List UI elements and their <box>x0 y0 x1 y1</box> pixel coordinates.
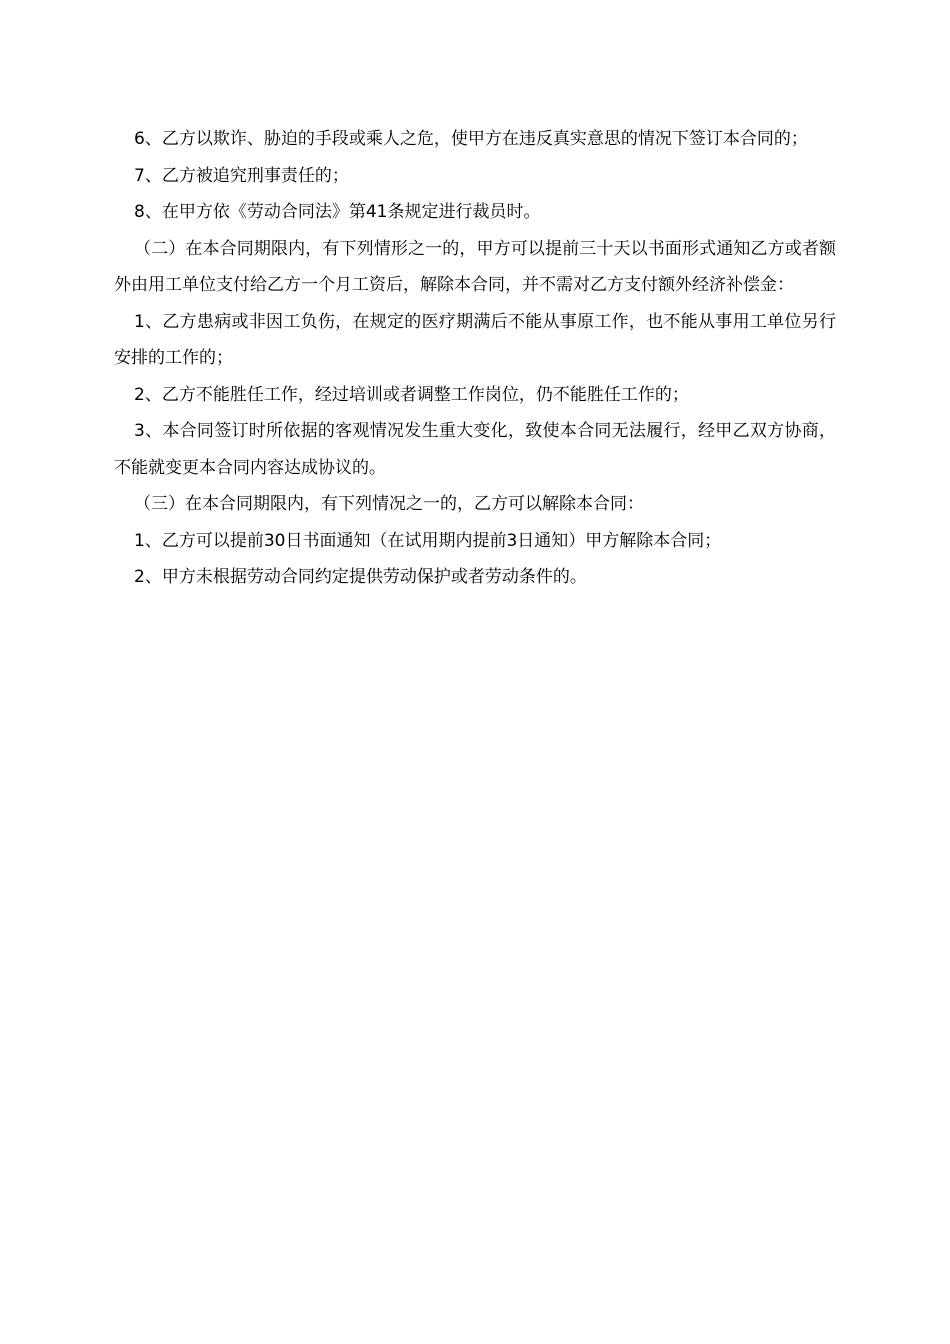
clause-8: 8、在甲方依《劳动合同法》第41条规定进行裁员时。 <box>134 202 541 222</box>
clause-7: 7、乙方被追究刑事责任的； <box>134 165 349 186</box>
section-2-item-3: 3、本合同签订时所依据的客观情况发生重大变化，致使本合同无法履行，经甲乙双方协商，不能就变更本合同内容达成协议的。 <box>114 421 836 478</box>
section-3-heading: （三）在本合同期限内，有下列情况之一的，乙方可以解除本合同： <box>134 494 644 514</box>
document-body <box>114 121 836 596</box>
section-2-item-1: 1、乙方患病或非因工负伤，在规定的医疗期满后不能从事原工作，也不能从事用工单位另行安排的工作的； <box>114 311 836 368</box>
section-2-heading: （二）在本合同期限内，有下列情形之一的，甲方可以提前三十天以书面形式通知乙方或者额外由用工单位支付给乙方一个月工资后，解除本合同，并不需对乙方支付额外经济补偿金： <box>114 238 836 295</box>
section-2-item-2: 2、乙方不能胜任工作，经过培训或者调整工作岗位，仍不能胜任工作的； <box>134 384 689 405</box>
clause-6: 6、乙方以欺诈、胁迫的手段或乘人之危，使甲方在违反真实意思的情况下签订本合同的； <box>134 129 808 149</box>
section-3-item-1: 1、乙方可以提前30日书面通知（在试用期内提前3日通知）甲方解除本合同； <box>134 530 722 551</box>
section-3-item-2: 2、甲方未根据劳动合同约定提供劳动保护或者劳动条件的。 <box>134 567 587 587</box>
